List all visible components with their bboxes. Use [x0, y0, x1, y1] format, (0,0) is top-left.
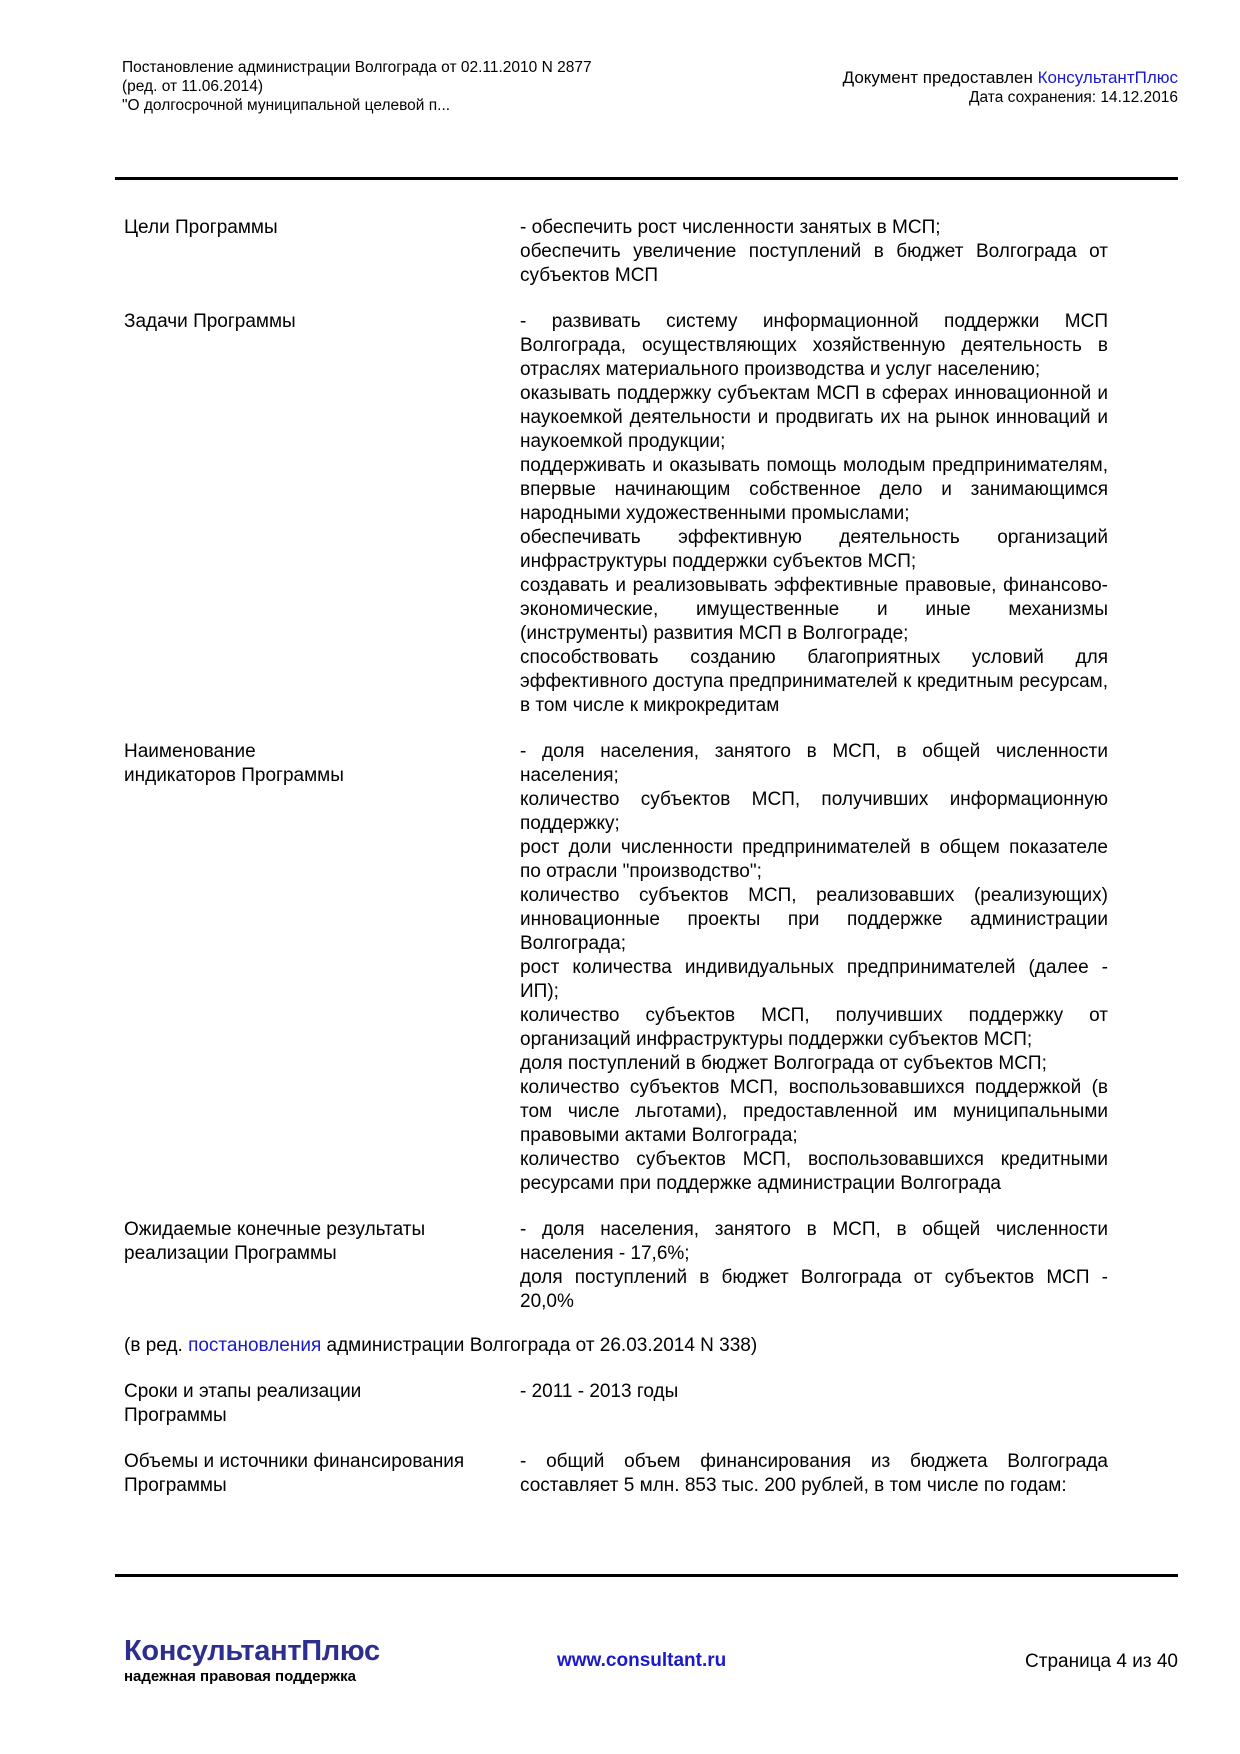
value-paragraph: количество субъектов МСП, получивших информационную поддержку; — [520, 789, 1108, 834]
row-label-line: Ожидаемые конечные результаты — [124, 1219, 426, 1240]
consultant-logo — [124, 1634, 380, 1686]
row-label-line: Программы — [124, 1405, 227, 1426]
table-row-funding — [124, 1450, 1108, 1498]
value-paragraph: количество субъектов МСП, получивших поддержку от организаций инфраструктуры поддержки субъектов МСП; — [520, 1005, 1108, 1050]
row-value — [520, 740, 1108, 1196]
row-value — [520, 1380, 1108, 1428]
amendment-note-prefix: (в ред. — [124, 1335, 189, 1356]
row-label-line: Объемы и источники финансирования — [124, 1451, 465, 1472]
provided-by — [843, 68, 1178, 88]
value-paragraph: количество субъектов МСП, воспользовавшихся поддержкой (в том числе льготами), предоставленной им муниципальными правовыми актами Волгограда; — [520, 1077, 1108, 1146]
row-value — [520, 310, 1108, 718]
row-value — [520, 1218, 1108, 1314]
document-title-block — [122, 58, 592, 115]
page-number: Страница 4 из 40 — [1025, 1651, 1178, 1672]
website-link[interactable]: www.consultant.ru — [557, 1650, 727, 1671]
table-row-expected-results — [124, 1218, 1108, 1314]
provider-block — [843, 68, 1178, 108]
value-paragraph: - доля населения, занятого в МСП, в общей численности населения - 17,6%; — [520, 1219, 1108, 1264]
value-paragraph: - общий объем финансирования из бюджета Волгограда составляет 5 млн. 853 тыс. 200 рублей, в том числе по годам: — [520, 1451, 1108, 1496]
row-label-line: Наименование — [124, 741, 256, 762]
row-label-line: индикаторов Программы — [124, 765, 344, 786]
row-label — [124, 1380, 520, 1428]
table-row-goals — [124, 216, 1108, 288]
row-label-line: реализации Программы — [124, 1243, 337, 1264]
row-label — [124, 1218, 520, 1314]
logo-name: КонсультантПлюс — [124, 1635, 380, 1667]
row-label: Задачи Программы — [124, 311, 296, 332]
program-passport-table — [124, 216, 1108, 1520]
value-paragraph: рост доли численности предпринимателей в общем показателе по отрасли "производство"; — [520, 837, 1108, 882]
value-paragraph: способствовать созданию благоприятных условий для эффективного доступа предпринимателей к кредитным ресурсам, в том числе к микрокредитам — [520, 647, 1108, 716]
header-divider — [115, 177, 1178, 180]
logo-tagline: надежная правовая поддержка — [124, 1668, 356, 1685]
value-paragraph: обеспечить увеличение поступлений в бюджет Волгограда от субъектов МСП — [520, 241, 1108, 286]
value-paragraph: оказывать поддержку субъектам МСП в сферах инновационной и наукоемкой деятельности и продвигать их на рынок инноваций и наукоемкой продукции; — [520, 383, 1108, 452]
value-paragraph: - доля населения, занятого в МСП, в общей численности населения; — [520, 741, 1108, 786]
document-revision-line: (ред. от 11.06.2014) — [122, 78, 263, 95]
value-paragraph: создавать и реализовывать эффективные правовые, финансово-экономические, имущественные и иные механизмы (инструменты) развития МСП в Волгограде; — [520, 575, 1108, 644]
value-paragraph: рост количества индивидуальных предпринимателей (далее - ИП); — [520, 957, 1108, 1002]
save-date: Дата сохранения: 14.12.2016 — [969, 89, 1178, 106]
amendment-resolution-link[interactable]: постановления — [188, 1335, 322, 1356]
row-label — [124, 740, 520, 1196]
value-paragraph: доля поступлений в бюджет Волгограда от субъектов МСП; — [520, 1053, 1047, 1074]
row-label: Цели Программы — [124, 217, 278, 238]
value-paragraph: поддерживать и оказывать помощь молодым предпринимателям, впервые начинающим собственное дело и занимающимся народными художественными промыслами; — [520, 455, 1108, 524]
table-row-tasks — [124, 310, 1108, 718]
table-row-timeline — [124, 1380, 1108, 1428]
value-paragraph: - развивать систему информационной поддержки МСП Волгограда, осуществляющих хозяйственную деятельность в отраслях материального производства и услуг населению; — [520, 311, 1108, 380]
provided-by-label: Документ предоставлен — [842, 68, 1038, 87]
value-paragraph: обеспечивать эффективную деятельность организаций инфраструктуры поддержки субъектов МСП; — [520, 527, 1108, 572]
amendment-note-suffix: администрации Волгограда от 26.03.2014 N 338) — [321, 1335, 758, 1356]
document-subject-line: "О долгосрочной муниципальной целевой п... — [122, 97, 451, 114]
row-label-line: Сроки и этапы реализации — [124, 1381, 362, 1402]
document-title-line: Постановление администрации Волгограда от 02.11.2010 N 2877 — [122, 59, 592, 76]
value-paragraph: количество субъектов МСП, реализовавших (реализующих) инновационные проекты при поддержке администрации Волгограда; — [520, 885, 1108, 954]
row-label-line: Программы — [124, 1475, 227, 1496]
row-label — [124, 1450, 520, 1498]
value-paragraph: - 2011 - 2013 годы — [520, 1381, 679, 1402]
provider-brand-link[interactable]: КонсультантПлюс — [1037, 68, 1178, 87]
row-value — [520, 216, 1108, 288]
row-value — [520, 1450, 1108, 1498]
value-paragraph: количество субъектов МСП, воспользовавшихся кредитными ресурсами при поддержке администрации Волгограда — [520, 1149, 1108, 1194]
table-row-indicators — [124, 740, 1108, 1196]
amendment-note — [124, 1334, 1108, 1358]
value-paragraph: - обеспечить рост численности занятых в МСП; — [520, 217, 941, 238]
footer-divider — [115, 1574, 1178, 1577]
value-paragraph: доля поступлений в бюджет Волгограда от субъектов МСП - 20,0% — [520, 1267, 1108, 1312]
